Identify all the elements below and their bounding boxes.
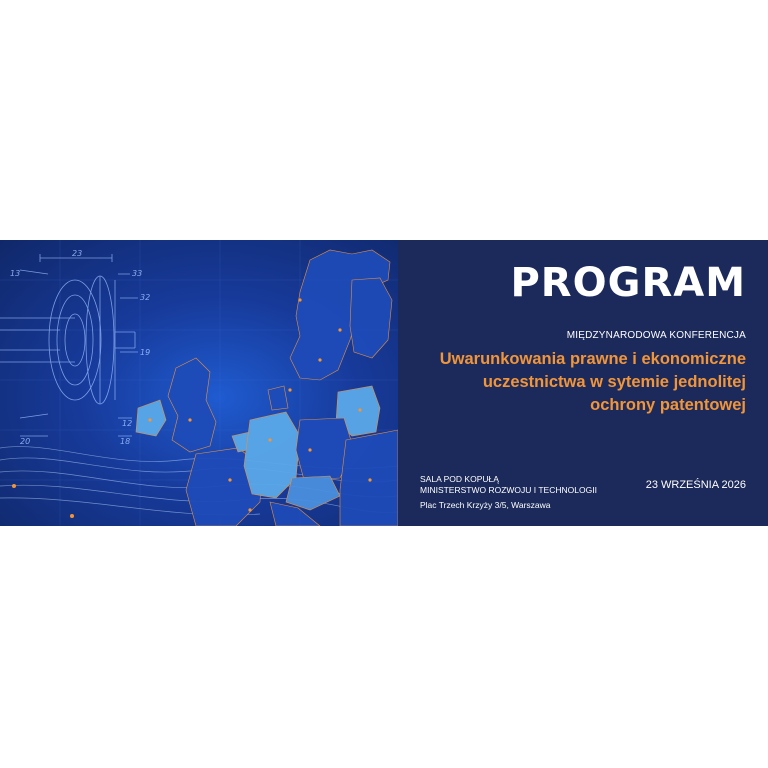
map-artwork xyxy=(0,240,398,526)
europe-countries xyxy=(136,250,398,526)
dim-label-32: 32 xyxy=(140,293,151,302)
conference-type: MIĘDZYNARODOWA KONFERENCJA xyxy=(566,330,746,341)
conference-banner xyxy=(0,240,768,526)
dim-label-12: 12 xyxy=(122,419,133,428)
program-info-panel xyxy=(398,240,768,526)
program-title: PROGRAM xyxy=(510,260,746,306)
venue-info xyxy=(420,474,597,511)
dim-label-13: 13 xyxy=(10,269,21,278)
venue-address: Plac Trzech Krzyży 3/5, Warszawa xyxy=(420,500,551,510)
dim-label-18: 18 xyxy=(120,437,131,446)
conference-date: 23 WRZEŚNIA 2026 xyxy=(645,479,746,491)
dim-label-20: 20 xyxy=(20,437,31,446)
technical-drawing xyxy=(0,254,138,436)
europe-map-illustration xyxy=(0,240,398,526)
venue-hall: SALA POD KOPUŁĄ xyxy=(420,474,499,484)
dim-label-33: 33 xyxy=(132,269,143,278)
dim-label-19: 19 xyxy=(140,348,151,357)
conference-headline: Uwarunkowania prawne i ekonomiczne uczestnictwa w sytemie jednolitej ochrony patentowej xyxy=(439,350,746,414)
venue-institution: MINISTERSTWO ROZWOJU I TECHNOLOGII xyxy=(420,485,597,495)
dim-label-23: 23 xyxy=(72,249,83,258)
